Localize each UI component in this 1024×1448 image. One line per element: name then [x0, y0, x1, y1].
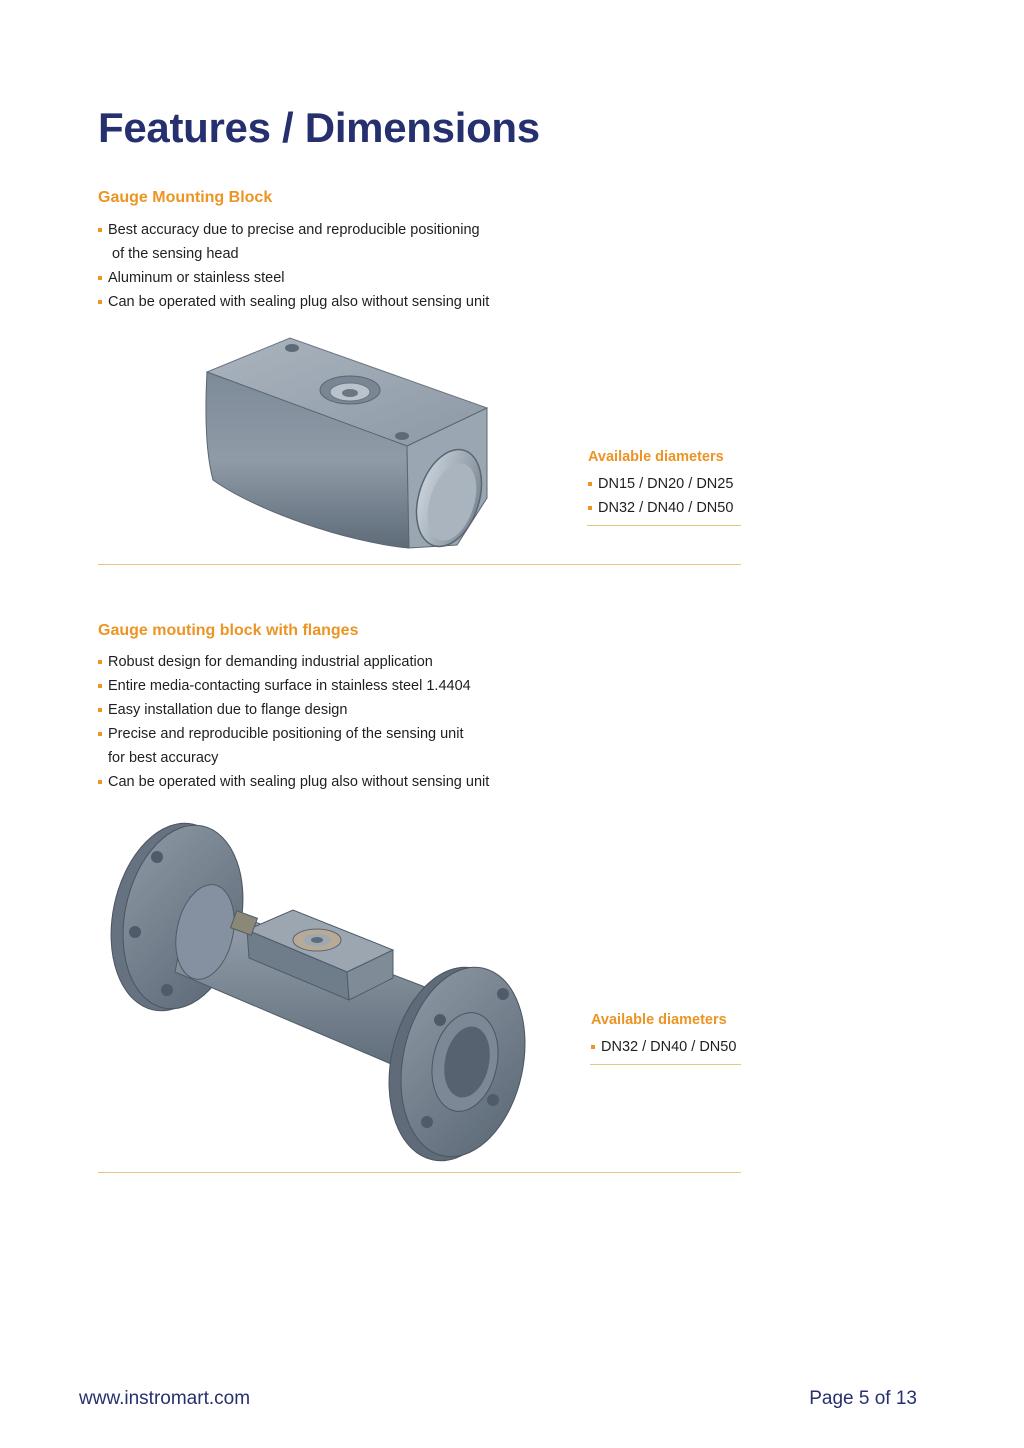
section1-bullets	[98, 218, 489, 314]
list-item: Aluminum or stainless steel	[98, 266, 489, 290]
section1-diameters	[588, 472, 733, 520]
page-title: Features / Dimensions	[98, 104, 540, 151]
section2-available-title: Available diameters	[591, 1012, 727, 1028]
section2-divider	[98, 1172, 741, 1173]
section1-available-divider	[587, 525, 741, 526]
gauge-mounting-block-image	[195, 330, 505, 560]
section2-available-divider	[590, 1064, 741, 1065]
list-item: Easy installation due to flange design	[98, 698, 489, 722]
section2-bullets	[98, 650, 489, 794]
diameter-item: DN32 / DN40 / DN50	[588, 496, 733, 520]
section1-available-title: Available diameters	[588, 449, 724, 465]
list-item: Entire media-contacting surface in stainless steel 1.4404	[98, 674, 489, 698]
list-item: Can be operated with sealing plug also without sensing unit	[98, 770, 489, 794]
list-item: Precise and reproducible positioning of the sensing unit	[98, 722, 489, 746]
section2-heading: Gauge mouting block with flanges	[98, 622, 359, 639]
footer-url[interactable]: www.instromart.com	[79, 1388, 251, 1409]
footer-page-number: Page 5 of 13	[809, 1388, 917, 1409]
list-item: Can be operated with sealing plug also without sensing unit	[98, 290, 489, 314]
diameter-item: DN32 / DN40 / DN50	[591, 1035, 736, 1059]
section1-divider	[98, 564, 741, 565]
list-item-continuation: of the sensing head	[112, 246, 239, 262]
section2-diameters	[591, 1035, 736, 1059]
list-item-continuation: for best accuracy	[108, 750, 219, 766]
list-item: Robust design for demanding industrial application	[98, 650, 489, 674]
list-item: Best accuracy due to precise and reproducible positioning	[98, 218, 489, 242]
section1-heading: Gauge Mounting Block	[98, 189, 273, 206]
diameter-item: DN15 / DN20 / DN25	[588, 472, 733, 496]
flanged-mounting-block-image	[95, 822, 535, 1167]
